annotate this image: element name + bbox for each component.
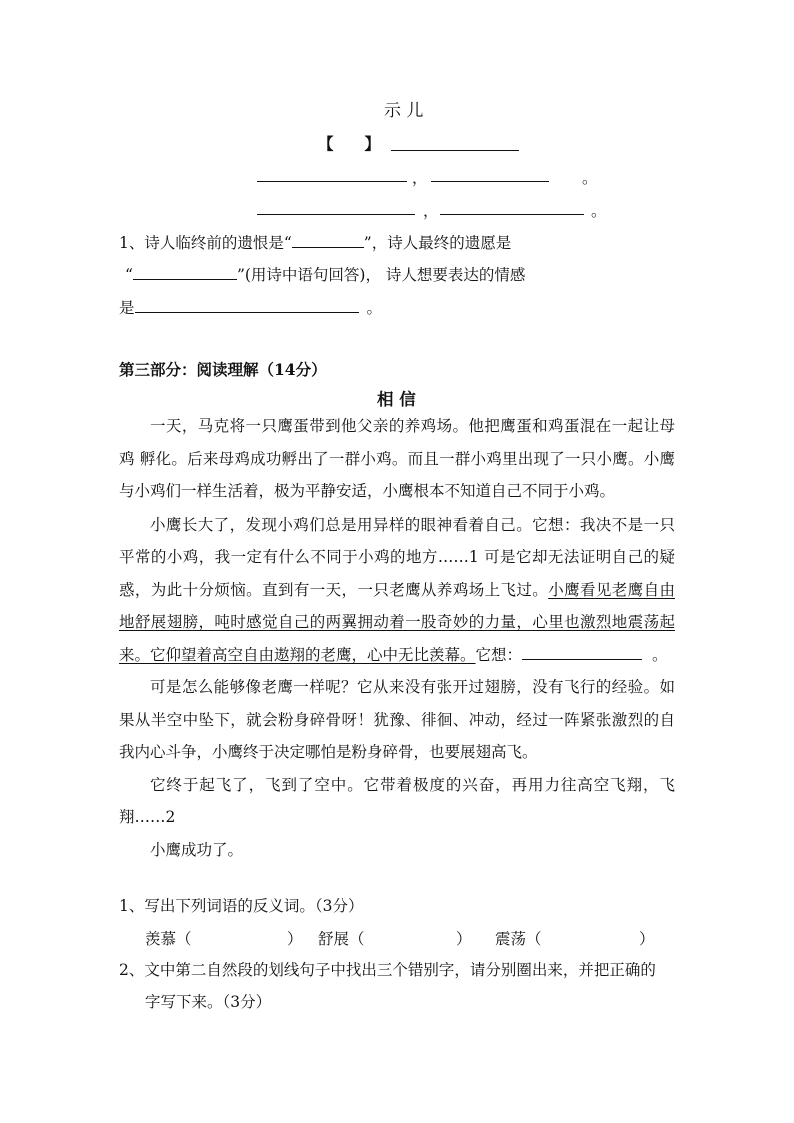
antonym-close-3: ）: [639, 930, 655, 948]
poem-comma-2: ，: [423, 202, 439, 220]
author-bracket: 【 】: [318, 134, 381, 153]
section-heading: 第三部分：阅读理解（14分）: [119, 360, 327, 379]
antonym-answer-2[interactable]: [375, 928, 455, 948]
p2-text-a: 小鹰长大了，发现小鸡们总是用异样的眼神看着自己。它想：我决不是一只平常的小鸡，我一定有什么不同于小鸡的地方……1 可是它却无法证明自己的疑惑，为此十分烦恼。直到有一天，一只老鹰从养鸡场上飞过。: [119, 515, 675, 599]
antonym-word-2: 舒展（: [318, 930, 365, 948]
poem-question-line-2: [125, 261, 525, 286]
question-1: 1、写出下列词语的反义词。（3分）: [119, 897, 364, 915]
poem-blank-2b[interactable]: [440, 214, 584, 215]
antonym-word-1: 羡慕（: [145, 930, 192, 948]
q1-part4: 是: [119, 299, 135, 317]
q1-part4-end: 。: [366, 299, 383, 317]
poem-title: 示 儿: [384, 101, 424, 121]
question-2-line-1: 2、文中第二自然段的划线句子中找出三个错别字，请分别圈出来，并把正确的: [119, 961, 656, 979]
antonym-close-1: ）: [287, 930, 303, 948]
q1-part3-open: “: [125, 266, 133, 284]
story-title: 相 信: [377, 390, 416, 409]
q1-blank-regret[interactable]: [292, 229, 364, 248]
q1-part1: 1、诗人临终前的遗恨是“: [119, 234, 292, 252]
story-paragraph-4: 它终于起飞了，飞到了空中。它带着极度的兴奋，再用力往高空飞翔，飞翔……2: [119, 775, 675, 826]
poem-comma-1: ，: [412, 169, 428, 187]
story-paragraph-2: [119, 509, 675, 672]
poem-blank-2a[interactable]: [257, 214, 415, 215]
poem-blank-1b[interactable]: [431, 181, 549, 182]
poem-period-1: 。: [582, 169, 598, 187]
question-2-line-2: 字写下来。（3分）: [145, 993, 272, 1011]
q1-blank-emotion[interactable]: [135, 294, 359, 313]
poem-period-2: 。: [591, 202, 607, 220]
story-body: [119, 410, 675, 866]
antonym-item-2: [318, 928, 365, 950]
antonym-item-3: [495, 928, 542, 950]
poem-question-line-3: [119, 294, 382, 319]
poem-author-line: [318, 133, 380, 155]
p2-underlined-sentence: 小鹰看见老鹰自由地舒展翅膀，吨时感觉自己的两翼拥动着一股奇妙的力量，心里也激烈地震荡起来。它仰望着高空自由遨翔的老鹰，心中无比羡幕。: [119, 580, 675, 664]
antonym-close-2: ）: [456, 930, 472, 948]
q1-part3-close: ”(用诗中语句回答)， 诗人想要表达的情感: [236, 266, 526, 284]
q1-blank-wish[interactable]: [133, 261, 237, 280]
antonym-word-3: 震荡（: [495, 930, 542, 948]
q1-part2: ”，诗人最终的遗愿是: [363, 234, 512, 252]
p2-answer-blank[interactable]: [522, 643, 642, 660]
antonym-item-1: [145, 928, 192, 950]
story-paragraph-5: 小鹰成功了。: [150, 840, 244, 859]
p2-text-b: 它想：: [475, 645, 523, 664]
story-paragraph-3: 可是怎么能够像老鹰一样呢？它从来没有张开过翅膀，没有飞行的经验。如果从半空中坠下，就会粉身碎骨呀！犹豫、徘徊、冲动，经过一阵紧张激烈的自我内心斗争，小鹰终于决定哪怕是粉身碎骨，也要展翅高飞。: [119, 678, 675, 761]
p2-end: 。: [652, 645, 668, 664]
antonym-answer-3[interactable]: [552, 928, 638, 948]
story-paragraph-1: 一天，马克将一只鹰蛋带到他父亲的养鸡场。他把鹰蛋和鸡蛋混在一起让母鸡 孵化。后来母鸡成功孵出了一群小鸡。而且一群小鸡里出现了一只小鹰。小鹰与小鸡们一样生活着，极为平静安适，小鹰根本不知道自己不同于小鸡。: [119, 417, 675, 500]
author-blank[interactable]: [391, 150, 519, 151]
antonym-answer-1[interactable]: [202, 928, 286, 948]
poem-blank-1a[interactable]: [257, 181, 407, 182]
poem-question-line-1: [119, 229, 511, 254]
